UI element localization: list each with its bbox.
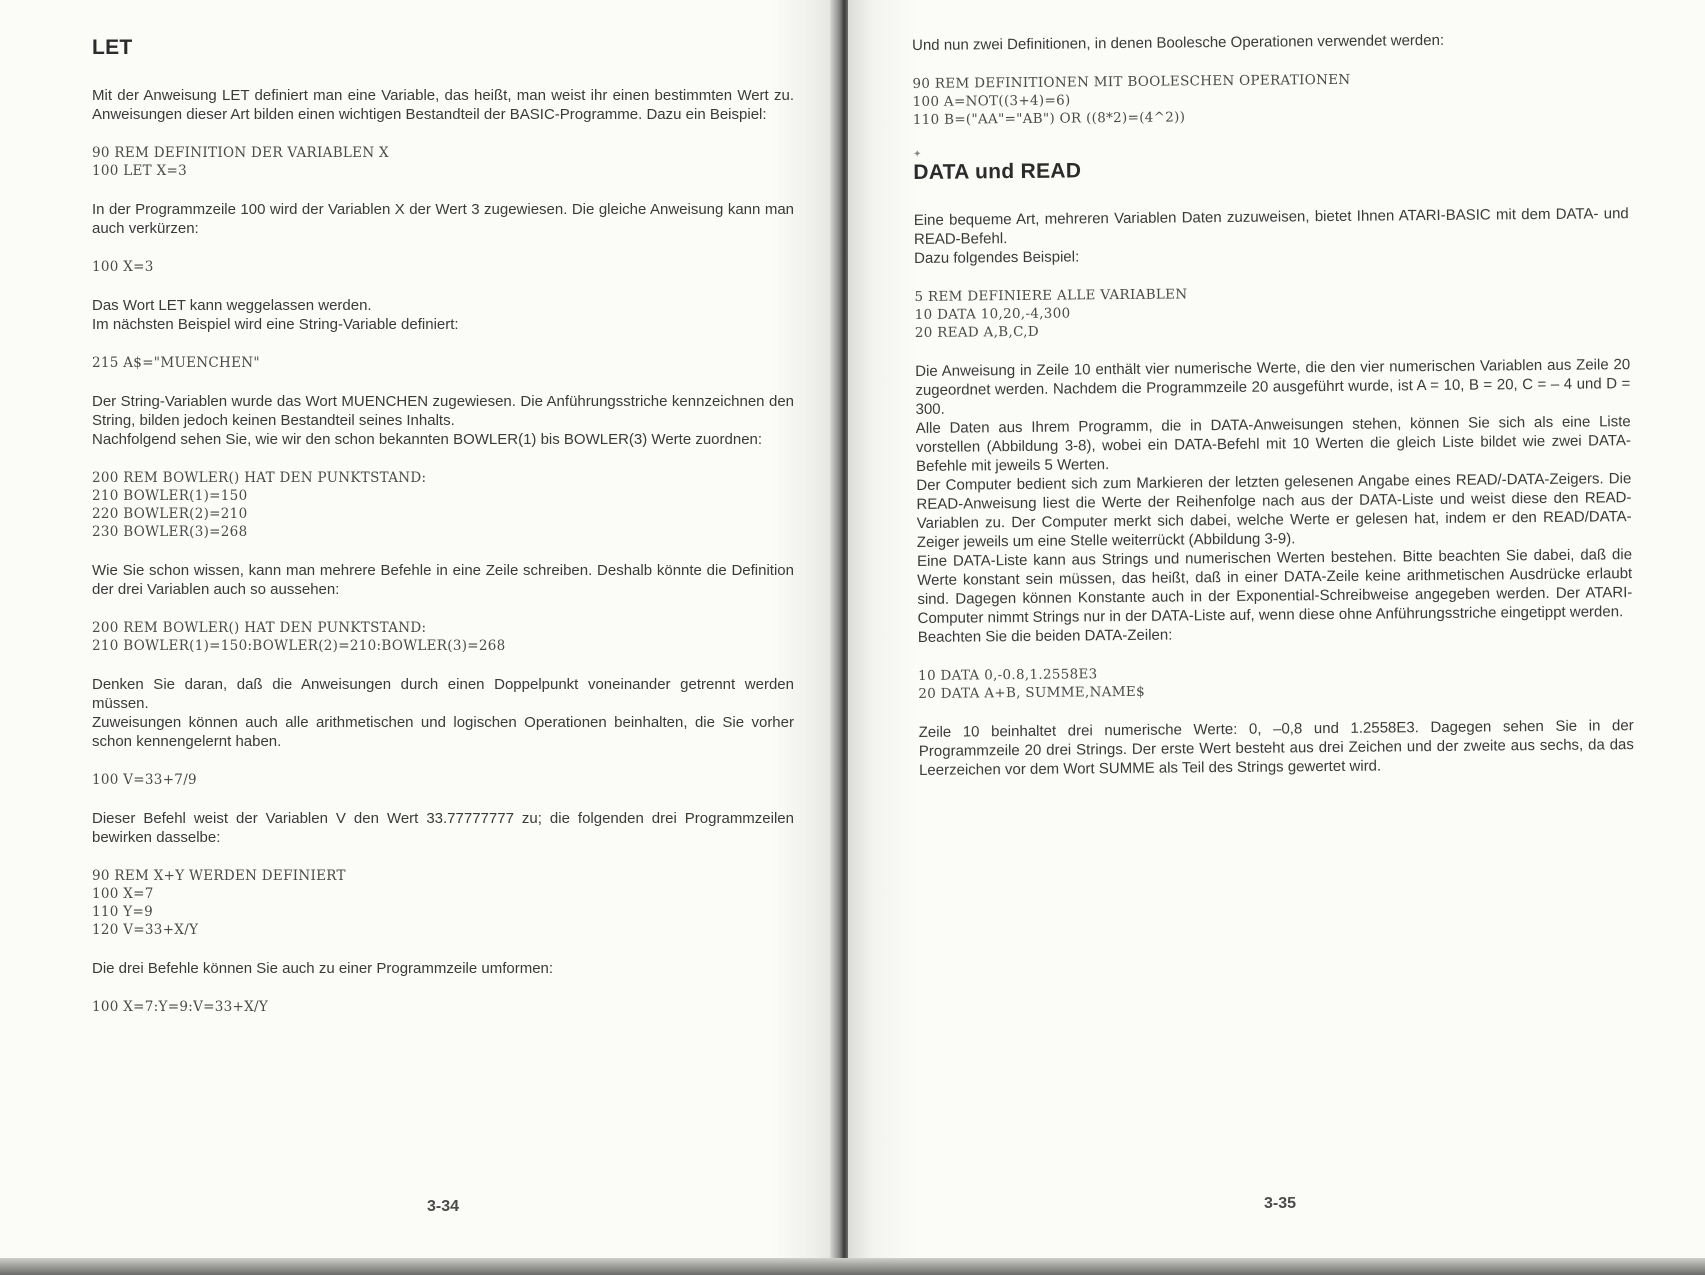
code-line: 220 BOWLER(2)=210 xyxy=(92,506,248,522)
heading-data-und-read: DATA und READ xyxy=(913,159,1082,184)
paragraph: Dazu folgendes Beispiel: xyxy=(914,248,1080,267)
code-line: 20 READ A,B,C,D xyxy=(914,323,1040,341)
paragraph: Eine bequeme Art, mehreren Variablen Daten zuzuweisen, bietet Ihnen ATARI-BASIC mit dem DATA- und READ-Befehl. xyxy=(913,205,1629,248)
code-line: 5 REM DEFINIERE ALLE VARIABLEN xyxy=(914,286,1188,305)
paragraph: Zuweisungen können auch alle arithmetischen und logischen Operationen beinhalten, die Sie vorher schon kennengelernt haben. xyxy=(92,714,794,750)
code-line: 90 REM X+Y WERDEN DEFINIERT xyxy=(92,868,346,884)
bottom-edge-shadow xyxy=(0,1258,1705,1275)
code-line: 120 V=33+X/Y xyxy=(92,922,199,938)
code-line: 10 DATA 0,-0.8,1.2558E3 xyxy=(918,666,1098,684)
code-block xyxy=(92,469,794,541)
paragraph: Wie Sie schon wissen, kann man mehrere Befehle in eine Zeile schreiben. Deshalb könnte die Definition der drei Variablen auch so aussehen: xyxy=(92,562,794,598)
code-line: 210 BOWLER(1)=150:BOWLER(2)=210:BOWLER(3)=268 xyxy=(92,638,506,654)
paragraph: Im nächsten Beispiel wird eine String-Variable definiert: xyxy=(92,316,459,333)
code-block xyxy=(918,660,1633,703)
code-line: 90 REM DEFINITION DER VARIABLEN X xyxy=(92,145,389,161)
page-number-right: 3-35 xyxy=(1264,1195,1297,1212)
code-line: 110 B=("AA"="AB") OR ((8*2)=(4^2)) xyxy=(912,109,1186,128)
code-line: 100 X=3 xyxy=(92,259,154,275)
right-page xyxy=(848,0,1705,1275)
paragraph: Mit der Anweisung LET definiert man eine Variable, das heißt, man weist ihr einen bestimmten Wert zu. Anweisungen dieser Art bilden einen wichtigen Bestandteil der BASIC-Programme. Dazu ein Beispiel: xyxy=(92,87,794,123)
code-block xyxy=(92,354,794,372)
code-block xyxy=(912,68,1627,129)
code-block xyxy=(92,867,794,939)
paragraph: Alle Daten aus Ihrem Programm, die in DATA-Anweisungen stehen, können Sie sich als eine Liste vorstellen (Abbildung 3-8), wobei ein DATA-Befehl mit 10 Werten die gleich Liste bildet wie zwei DATA-Befehle mit jeweils 5 Werten. xyxy=(915,413,1631,475)
paragraph: Und nun zwei Definitionen, in denen Boolesche Operationen verwendet werden: xyxy=(912,31,1445,54)
code-block xyxy=(92,771,794,789)
paragraph: Der Computer bedient sich zum Markieren der letzten gelesenen Angabe eines READ/-DATA-Zeigers. Die READ-Anweisung liest die Werte der Reihenfolge nach aus der DATA-Liste und weist diese den READ-Variablen zu. Der Computer merkt sich dabei, welche Werte er gelesen hat, indem er den READ/DATA-Zeiger jeweils um eine Stelle weiterrückt (Abbildung 3-9). xyxy=(916,470,1632,551)
paragraph: Eine DATA-Liste kann aus Strings und numerischen Werten bestehen. Bitte beachten Sie dabei, daß die Werte konstant sein müssen, das heißt, daß in einer DATA-Zeile keine arithmetischen Ausdrücke erlaubt sind. Dagegen können Konstante auch in der Exponential-Schreibweise angegeben werden. Der ATARI-Computer nimmt Strings nur in der DATA-Liste auf, wenn diese ohne Anführungsstriche eingetippt werden. xyxy=(916,546,1633,627)
code-line: 20 DATA A+B, SUMME,NAME$ xyxy=(918,683,1146,702)
right-page-content xyxy=(912,29,1634,800)
code-line: 100 X=7:Y=9:V=33+X/Y xyxy=(92,999,269,1015)
paragraph: Die drei Befehle können Sie auch zu einer Programmzeile umformen: xyxy=(92,960,554,977)
code-line: 110 Y=9 xyxy=(92,904,153,920)
paragraph: Die Anweisung in Zeile 10 enthält vier numerische Werte, die den vier numerischen Variablen aus Zeile 20 zugeordnet werden. Nachdem die Programmzeile 20 ausgeführt wurde, ist A = 10, B = 20, C = – 4 und D = 300. xyxy=(915,356,1631,418)
code-block xyxy=(914,281,1629,342)
code-line: 100 LET X=3 xyxy=(92,163,187,179)
page-number-left: 3-34 xyxy=(427,1198,460,1215)
code-line: 100 V=33+7/9 xyxy=(92,772,197,788)
code-line: 100 A=NOT((3+4)=6) xyxy=(912,92,1071,110)
paragraph: Nachfolgend sehen Sie, wie wir den schon bekannten BOWLER(1) bis BOWLER(3) Werte zuordnen: xyxy=(92,431,763,448)
paragraph: Zeile 10 beinhaltet drei numerische Werte: 0, –0,8 und 1.2558E3. Dagegen sehen Sie in der Programmzeile 20 drei Strings. Der erste Wert besteht aus drei Zeichen und der zweite aus sechs, da das Leerzeichen vor dem Wort SUMME als Teil des Strings gewertet wird. xyxy=(918,717,1634,779)
code-block xyxy=(92,258,794,276)
code-line: 100 X=7 xyxy=(92,886,154,902)
left-page-content xyxy=(92,36,794,1036)
paragraph: Der String-Variablen wurde das Wort MUENCHEN zugewiesen. Die Anführungsstriche kennzeichnen den String, bilden jedoch keinen Bestandteil seines Inhalts. xyxy=(92,393,794,429)
left-page xyxy=(0,0,838,1262)
paragraph: In der Programmzeile 100 wird der Variablen X der Wert 3 zugewiesen. Die gleiche Anweisung kann man auch verkürzen: xyxy=(92,201,794,237)
heading-let: LET xyxy=(92,36,133,59)
bullet-mark-icon: ✦ xyxy=(913,148,922,160)
paragraph: Dieser Befehl weist der Variablen V den Wert 33.77777777 zu; die folgenden drei Programmzeilen bewirken dasselbe: xyxy=(92,810,794,846)
code-line: 10 DATA 10,20,-4,300 xyxy=(914,305,1071,323)
paragraph: Denken Sie daran, daß die Anweisungen durch einen Doppelpunkt voneinander getrennt werden müssen. xyxy=(92,676,794,712)
paragraph: Das Wort LET kann weggelassen werden. xyxy=(92,297,372,314)
code-line: 215 A$="MUENCHEN" xyxy=(92,355,260,371)
paragraph: Beachten Sie die beiden DATA-Zeilen: xyxy=(917,626,1173,646)
code-line: 210 BOWLER(1)=150 xyxy=(92,488,248,504)
code-line: 200 REM BOWLER() HAT DEN PUNKTSTAND: xyxy=(92,470,427,486)
code-block xyxy=(92,998,794,1016)
code-block xyxy=(92,619,794,655)
code-line: 230 BOWLER(3)=268 xyxy=(92,524,248,540)
code-line: 200 REM BOWLER() HAT DEN PUNKTSTAND: xyxy=(92,620,427,636)
code-line: 90 REM DEFINITIONEN MIT BOOLESCHEN OPERATIONEN xyxy=(912,71,1351,92)
code-block xyxy=(92,144,794,180)
